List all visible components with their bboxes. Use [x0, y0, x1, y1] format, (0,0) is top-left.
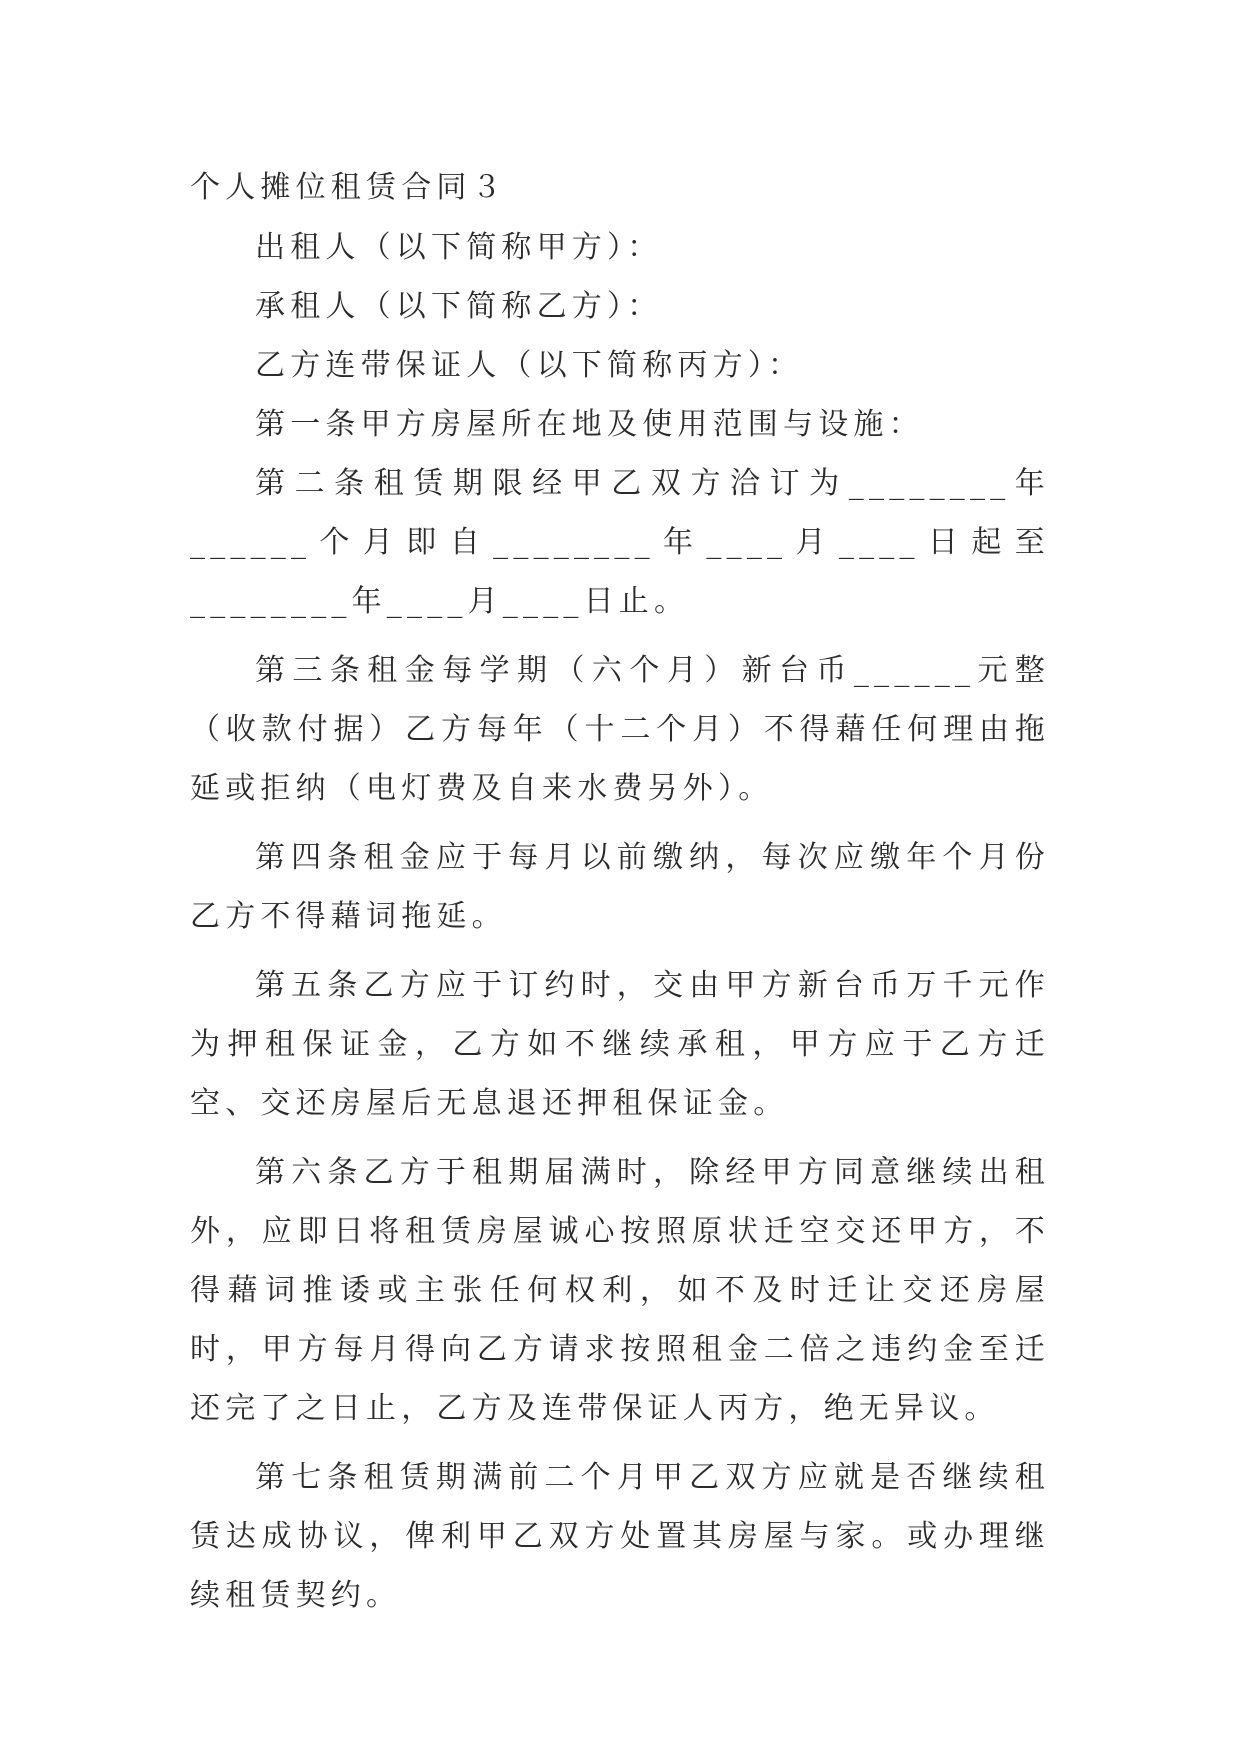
clause-1: 第一条甲方房屋所在地及使用范围与设施： — [255, 407, 924, 442]
clause-7: 第七条租赁期满前二个月甲乙双方应就是否继续租赁达成协议，俾利甲乙双方处置其房屋与家。或办理继续租赁契约。 — [190, 1460, 1050, 1613]
clause-4: 第四条租金应于每月以前缴纳，每次应缴年个月份乙方不得藉词拖延。 — [190, 840, 1050, 934]
clause-5: 第五条乙方应于订约时，交由甲方新台币万千元作为押租保证金，乙方如不继续承租，甲方应于乙方迁空、交还房屋后无息退还押租保证金。 — [190, 968, 1050, 1121]
guarantor-line: 乙方连带保证人（以下简称丙方）： — [255, 348, 804, 383]
lessee-line: 承租人（以下简称乙方）： — [255, 289, 663, 324]
document-body — [190, 158, 1050, 1625]
clause-2: 第二条租赁期限经甲乙双方洽订为________年______个月即自________年____月____日起至________年____月____日止。 — [190, 466, 1050, 619]
document-title: 个人摊位租赁合同３ — [190, 170, 507, 205]
clause-6: 第六条乙方于租期届满时，除经甲方同意继续出租外，应即日将租赁房屋诚心按照原状迁空交还甲方，不得藉词推诿或主张任何权利，如不及时迁让交还房屋时，甲方每月得向乙方请求按照租金二倍之违约金至迁还完了之日止，乙方及连带保证人丙方，绝无异议。 — [190, 1155, 1050, 1426]
clause-3: 第三条租金每学期（六个月）新台币______元整（收款付据）乙方每年（十二个月）不得藉任何理由拖延或拒纳（电灯费及自来水费另外）。 — [190, 653, 1050, 806]
lessor-line: 出租人（以下简称甲方）： — [255, 230, 663, 265]
